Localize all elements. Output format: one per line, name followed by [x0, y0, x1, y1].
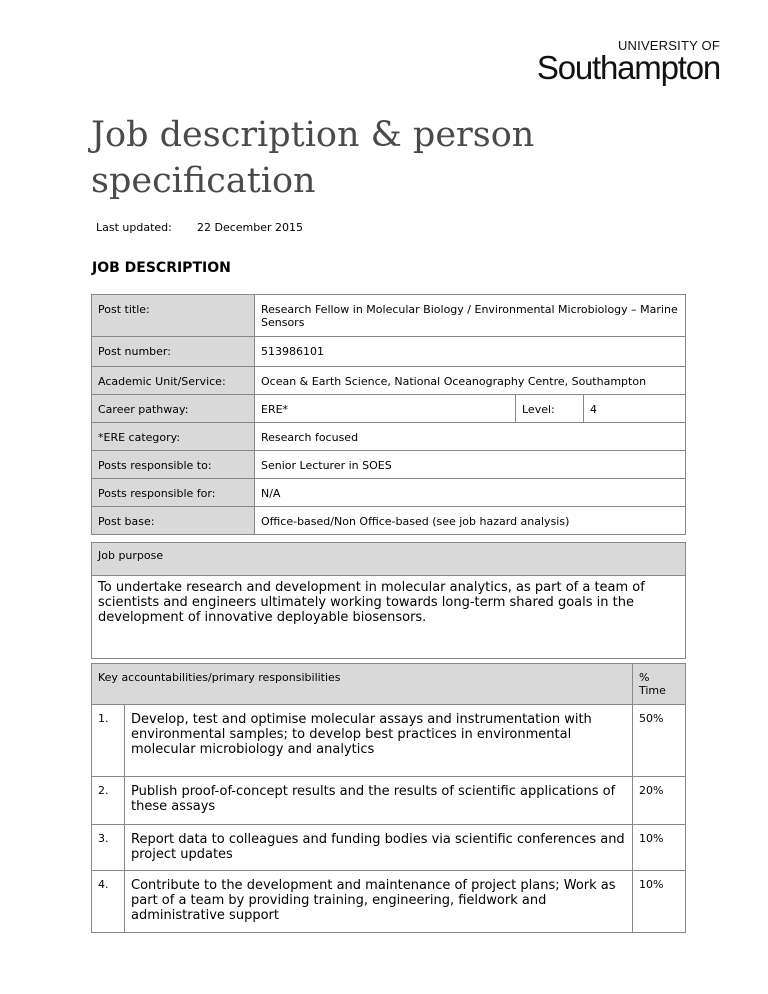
table-row: [92, 705, 686, 777]
job-purpose-header: Job purpose: [92, 543, 686, 576]
logo-line-1: UNIVERSITY OF: [617, 38, 720, 53]
last-updated: [96, 221, 304, 234]
row-text: Contribute to the development and maintenance of project plans; Work as part of a team by providing training, engineering, fieldwork and administrative support: [125, 871, 633, 933]
job-purpose-text: To undertake research and development in molecular analytics, as part of a team of scientists and engineers ultimately working towards long-term shared goals in the development of innovative deployable biosensors.: [92, 576, 686, 659]
post-title-label: Post title:: [92, 295, 255, 337]
responsible-for-value: N/A: [255, 479, 686, 507]
post-title-value: Research Fellow in Molecular Biology / Environmental Microbiology – Marine Sensors: [255, 295, 686, 337]
career-label: Career pathway:: [92, 395, 255, 423]
page-title: Job description & person specification: [91, 115, 535, 201]
university-logo: [505, 38, 720, 88]
row-number: 1.: [92, 705, 125, 777]
job-info-table: [91, 294, 686, 535]
ere-category-label: *ERE category:: [92, 423, 255, 451]
post-base-value: Office-based/Non Office-based (see job hazard analysis): [255, 507, 686, 535]
row-percent: 20%: [633, 777, 686, 825]
table-row: [92, 507, 686, 535]
table-row: [92, 395, 686, 423]
table-row: [92, 576, 686, 659]
time-header: % Time: [633, 664, 686, 705]
responsible-to-label: Posts responsible to:: [92, 451, 255, 479]
last-updated-label: Last updated:: [96, 221, 172, 234]
logo-line-2: Southampton: [536, 49, 720, 86]
section-title: JOB DESCRIPTION: [92, 260, 231, 276]
responsible-to-value: Senior Lecturer in SOES: [255, 451, 686, 479]
post-number-value: 513986101: [255, 337, 686, 367]
unit-value: Ocean & Earth Science, National Oceanography Centre, Southampton: [255, 367, 686, 395]
row-text: Report data to colleagues and funding bodies via scientific conferences and project updates: [125, 825, 633, 871]
accountabilities-table: [91, 663, 686, 933]
ere-category-value: Research focused: [255, 423, 686, 451]
level-label: Level:: [516, 395, 584, 423]
post-base-label: Post base:: [92, 507, 255, 535]
row-percent: 10%: [633, 871, 686, 933]
table-row: [92, 479, 686, 507]
row-percent: 50%: [633, 705, 686, 777]
row-percent: 10%: [633, 825, 686, 871]
accountabilities-header: Key accountabilities/primary responsibilities: [92, 664, 633, 705]
table-header-row: [92, 664, 686, 705]
level-value: 4: [584, 395, 686, 423]
career-value: ERE*: [255, 395, 516, 423]
table-row: [92, 543, 686, 576]
row-text: Publish proof-of-concept results and the results of scientific applications of these assays: [125, 777, 633, 825]
table-row: [92, 871, 686, 933]
row-number: 4.: [92, 871, 125, 933]
table-row: [92, 451, 686, 479]
unit-label: Academic Unit/Service:: [92, 367, 255, 395]
responsible-for-label: Posts responsible for:: [92, 479, 255, 507]
row-number: 2.: [92, 777, 125, 825]
table-row: [92, 367, 686, 395]
row-text: Develop, test and optimise molecular assays and instrumentation with environmental samples; to develop best practices in environmental molecular microbiology and analytics: [125, 705, 633, 777]
last-updated-value: 22 December 2015: [197, 221, 304, 234]
row-number: 3.: [92, 825, 125, 871]
table-row: [92, 825, 686, 871]
post-number-label: Post number:: [92, 337, 255, 367]
job-purpose-table: [91, 542, 686, 659]
table-row: [92, 295, 686, 337]
table-row: [92, 423, 686, 451]
table-row: [92, 777, 686, 825]
table-row: [92, 337, 686, 367]
